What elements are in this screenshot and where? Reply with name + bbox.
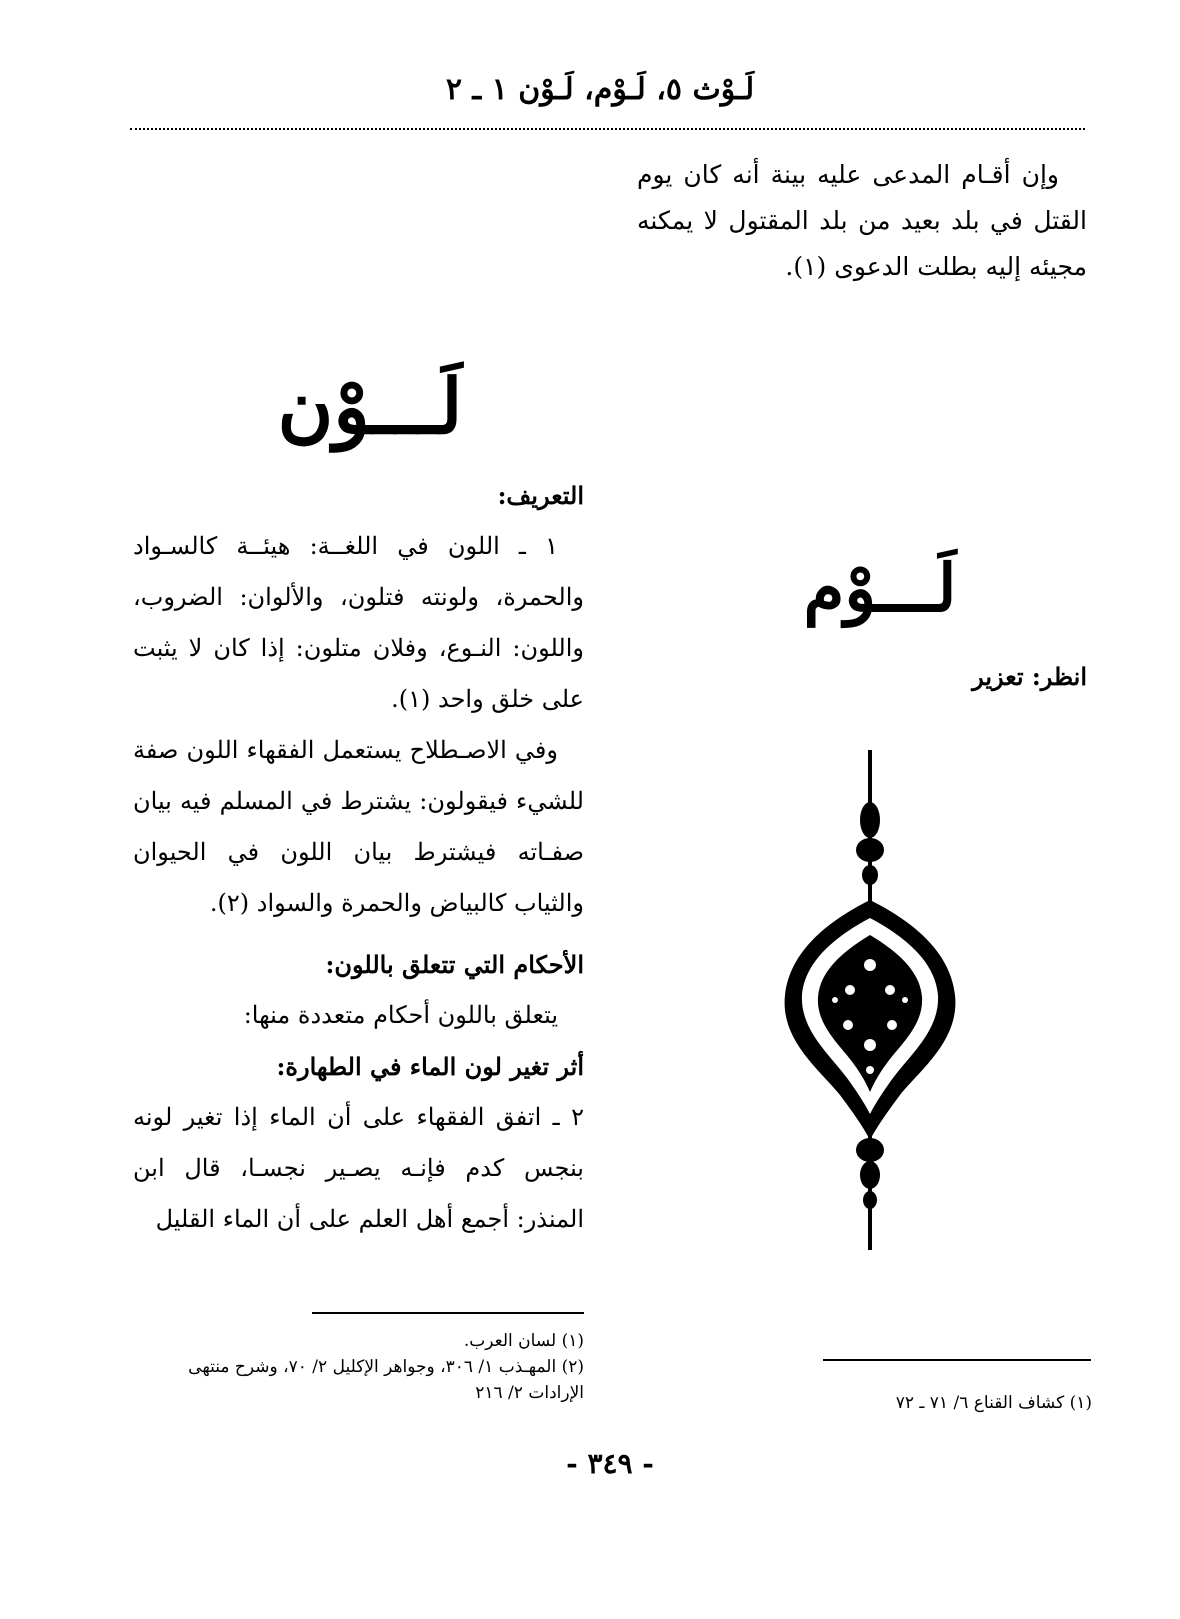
footnote-divider-right [823, 1359, 1091, 1361]
footnotes-left [133, 1328, 584, 1406]
main-column [133, 470, 584, 1245]
heading-rulings: الأحكام التي تتعلق باللون: [325, 950, 584, 979]
entry-title-lawm: لَـــوْم [803, 549, 957, 627]
footnote-left-1: (١) لسان العرب. [463, 1331, 584, 1351]
footnote-left-2: (٢) المهـذب ١/ ٣٠٦، وجواهر الإكليل ٢/ ٧٠، وشرح منتهى الإرادات ٢/ ٢١٦ [188, 1357, 584, 1403]
intro-paragraph: وإن أقـام المدعى عليه بينة أنه كان يوم القتل في بلد بعيد من بلد المقتول لا يمكنه مجيئه إليه بطلت الدعوى (١). [637, 160, 1087, 281]
heading-water-color: أثر تغير لون الماء في الطهارة: [276, 1052, 584, 1081]
footnotes-right [820, 1390, 1092, 1416]
footnote-right-1: (١) كشاف القناع ٦/ ٧١ ـ ٧٢ [895, 1393, 1092, 1413]
arabesque-ornament-icon [770, 750, 970, 1250]
footnote-divider-left [312, 1312, 584, 1314]
paragraph-1: ١ ـ اللون في اللغــة: هيئــة كالسـواد والحمرة، ولونته فتلون، والألوان: الضروب، واللون: النـوع، وفلان متلون: إذا كان لا يثبت على خلق واحد (١). [133, 532, 584, 713]
paragraph-2: وفي الاصـطلاح يستعمل الفقهاء اللون صفة للشيء فيقولون: يشترط في المسلم فيه بيان صفـاته فيشترط بيان اللون في الحيوان والثياب كالبياض والحمرة والسواد (٢). [133, 736, 584, 917]
page-number: - ٣٤٩ - [566, 1447, 654, 1480]
header-divider [130, 128, 1085, 130]
running-header: لَـوْث ٥، لَـوْم، لَـوْن ١ ـ ٢ [445, 72, 755, 107]
paragraph-3: يتعلق باللون أحكام متعددة منها: [243, 1001, 558, 1029]
heading-definition: التعريف: [497, 481, 584, 510]
paragraph-4: ٢ ـ اتفق الفقهاء على أن الماء إذا تغير لونه بنجس كدم فإنـه يصـير نجسـا، قال ابن المنذر: أجمع أهل العلم على أن الماء القليل [133, 1103, 585, 1233]
see-also-reference: انظر: تعزير [972, 662, 1087, 691]
entry-title-lawn: لَـــوْن [277, 362, 463, 451]
intro-paragraph-block [637, 152, 1087, 290]
